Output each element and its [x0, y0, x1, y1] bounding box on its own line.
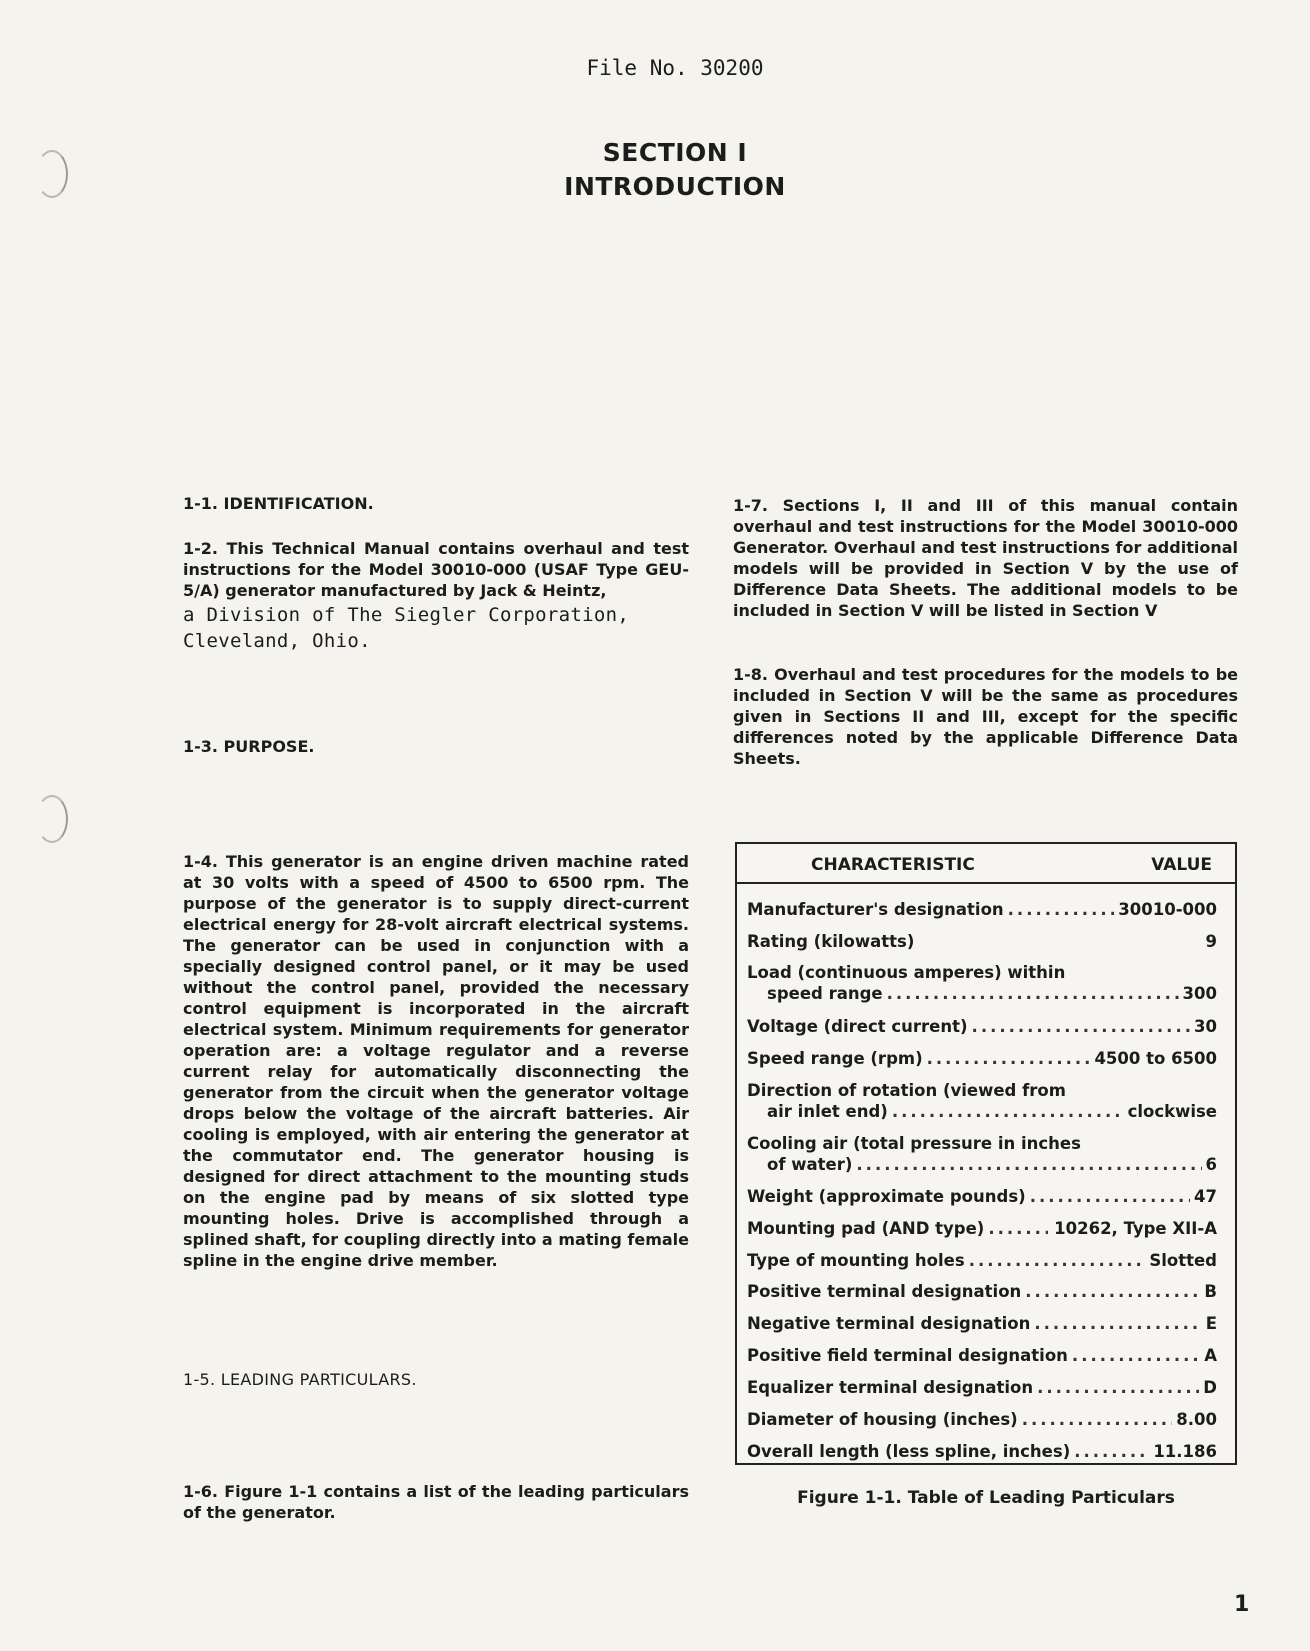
row-label: Type of mounting holes: [747, 1251, 965, 1270]
row-label-cont: of water): [767, 1155, 853, 1174]
row-label: Weight (approximate pounds): [747, 1187, 1026, 1206]
row-value: 6: [1205, 1155, 1217, 1174]
row-value: A: [1204, 1346, 1217, 1365]
row-value: B: [1204, 1282, 1217, 1301]
row-label: Diameter of housing (inches): [747, 1410, 1018, 1429]
table-row: [747, 1281, 1217, 1302]
row-label: Cooling air (total pressure in inches: [747, 1134, 1081, 1153]
header-value: VALUE: [1151, 855, 1212, 875]
row-value: clockwise: [1127, 1102, 1217, 1121]
row-label: Negative terminal designation: [747, 1314, 1031, 1333]
paragraph-1-7: [733, 495, 1238, 621]
paragraph-1-4: [183, 851, 689, 1271]
header-characteristic: CHARACTERISTIC: [811, 855, 975, 875]
leading-particulars-table: [735, 842, 1237, 1465]
table-row: [747, 1345, 1217, 1366]
punch-hole-mark: [36, 795, 68, 843]
paragraph-1-2-typed-insert: a Division of The Siegler Corporation, Cleveland, Ohio.: [183, 604, 630, 652]
row-label: Voltage (direct current): [747, 1017, 968, 1036]
row-value: 9: [1205, 932, 1217, 951]
row-value: 300: [1182, 984, 1217, 1003]
table-row: [747, 1218, 1217, 1239]
row-label: Mounting pad (AND type): [747, 1219, 985, 1238]
row-label-cont: air inlet end): [767, 1102, 888, 1121]
file-number: File No. 30200: [586, 56, 764, 80]
row-value: 30010-000: [1118, 900, 1217, 919]
table-row: [747, 1409, 1217, 1430]
table-row: [747, 1048, 1217, 1069]
row-label: Speed range (rpm): [747, 1049, 923, 1068]
row-value: 4500 to 6500: [1094, 1049, 1217, 1068]
heading-purpose: 1-3. PURPOSE.: [183, 737, 315, 756]
table-row: [747, 1377, 1217, 1398]
row-label-cont: speed range: [767, 984, 883, 1003]
table-row: [747, 899, 1217, 920]
paragraph-1-6-text: 1-6. Figure 1-1 contains a list of the leading particulars of the generator.: [183, 1482, 689, 1522]
row-label: Manufacturer's designation: [747, 900, 1004, 919]
paragraph-1-7-text: 1-7. Sections I, II and III of this manual contain overhaul and test instructions for the Model 30010-000 Generator. Overhaul and test instructions for additional models will be provided in Section V by the use of Difference Data Sheets. The additional models to be included in Section V will be listed in Section V: [733, 496, 1238, 620]
table-row: [747, 1186, 1217, 1207]
row-value: 11.186: [1153, 1442, 1217, 1461]
table-row: [747, 1016, 1217, 1037]
row-label: Overall length (less spline, inches): [747, 1442, 1071, 1461]
table-header: [737, 844, 1235, 884]
paragraph-1-6: [183, 1481, 689, 1523]
table-row: [747, 1441, 1217, 1462]
table-row: [747, 1250, 1217, 1271]
row-value: 30: [1194, 1017, 1217, 1036]
paragraph-1-2: [183, 538, 689, 654]
table-row: [747, 962, 1217, 1004]
row-label: Equalizer terminal designation: [747, 1378, 1034, 1397]
section-title: SECTION I: [602, 138, 748, 167]
paragraph-1-8: [733, 664, 1238, 769]
row-label: Direction of rotation (viewed from: [747, 1081, 1066, 1100]
heading-identification: 1-1. IDENTIFICATION.: [183, 494, 374, 513]
row-label: Positive field terminal designation: [747, 1346, 1068, 1365]
table-caption: Figure 1-1. Table of Leading Particulars: [797, 1488, 1175, 1508]
heading-leading-particulars: 1-5. LEADING PARTICULARS.: [183, 1370, 417, 1389]
paragraph-1-4-text: 1-4. This generator is an engine driven machine rated at 30 volts with a speed of 4500 to 6500 rpm. The purpose of the generator is to supply direct-current electrical energy for 28-volt aircraft electrical systems. The generator can be used in conjunction with a specially designed control panel, or it may be used without the control panel, provided the necessary control equipment is incorporated in the aircraft electrical system. Minimum requirements for generator operation are: a voltage regulator and a reverse current relay for automatically disconnecting the generator from the circuit when the generator voltage drops below the voltage of the aircraft batteries. Air cooling is employed, with air entering the generator at the commutator end. The generator housing is designed for direct attachment to the mounting studs on the engine pad by means of six slotted type mounting holes. Drive is accomplished through a splined shaft, for coupling directly into a mating female spline in the engine drive member.: [183, 852, 689, 1270]
row-label: Rating (kilowatts): [747, 932, 915, 951]
row-value: Slotted: [1149, 1251, 1217, 1270]
row-label: Positive terminal designation: [747, 1282, 1022, 1301]
table-row: [747, 1133, 1217, 1175]
table-row: [747, 1313, 1217, 1334]
row-label: Load (continuous amperes) within: [747, 963, 1066, 982]
paragraph-1-8-text: 1-8. Overhaul and test procedures for the models to be included in Section V will be the same as procedures given in Sections II and III, except for the specific differences noted by the applicable Difference Data Sheets.: [733, 665, 1238, 768]
row-value: 47: [1194, 1187, 1217, 1206]
row-value: E: [1205, 1314, 1217, 1333]
paragraph-1-2-text: 1-2. This Technical Manual contains overhaul and test instructions for the Model 30010-000 (USAF Type GEU-5/A) generator manufactured by Jack & Heintz,: [183, 539, 689, 600]
row-value: 8.00: [1176, 1410, 1217, 1429]
page-number: 1: [1234, 1592, 1250, 1617]
table-row: [747, 1080, 1217, 1122]
row-value: D: [1203, 1378, 1217, 1397]
section-subtitle: INTRODUCTION: [564, 172, 786, 201]
row-value: 10262, Type XII-A: [1054, 1219, 1217, 1238]
table-row: [747, 931, 1217, 952]
